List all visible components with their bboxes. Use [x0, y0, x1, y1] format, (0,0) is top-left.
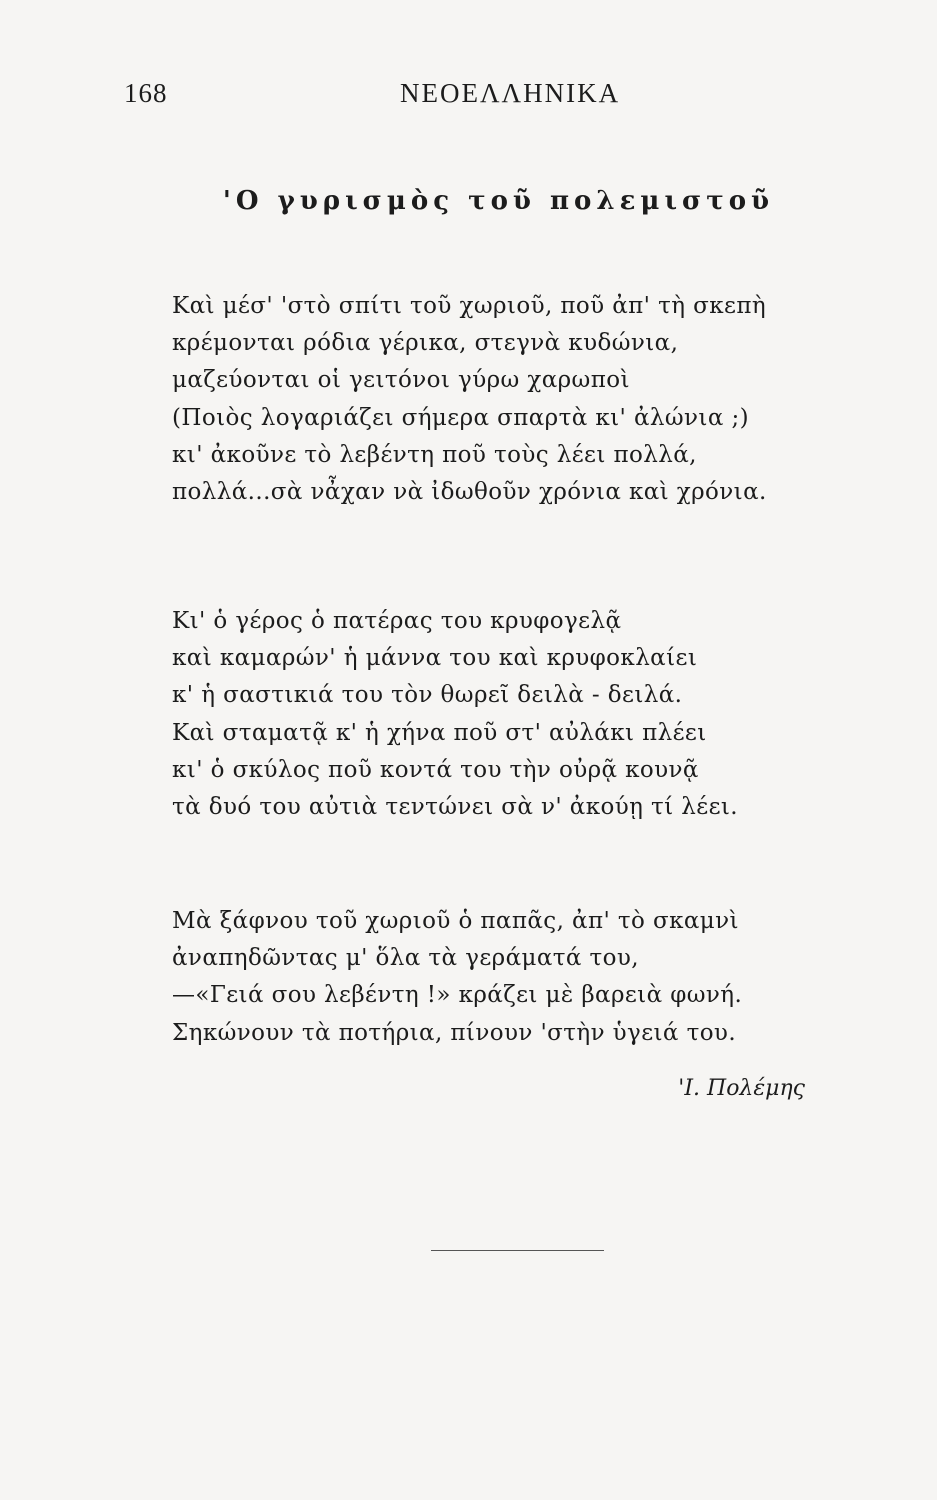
verse-line: ἀναπηδῶντας μ' ὅλα τὰ γεράματά του, — [172, 945, 640, 972]
end-rule-divider — [431, 1250, 604, 1251]
verse-line: Καὶ σταματᾷ κ' ἡ χήνα ποῦ στ' αὐλάκι πλέει — [172, 719, 707, 746]
verse-line: Κι' ὁ γέρος ὁ πατέρας του κρυφογελᾷ — [172, 608, 622, 634]
verse-line: κι' ἀκοῦνε τὸ λεβέντη ποῦ τοὺς λέει πολλά, — [172, 441, 697, 468]
poem-title: 'Ο γυρισμὸς τοῦ πολεμιστοῦ — [222, 186, 775, 216]
verse-line: μαζεύονται οἱ γειτόνοι γύρω χαρωποὶ — [172, 367, 630, 394]
stanza-3 — [172, 903, 832, 1052]
verse-line: Σηκώνουν τὰ ποτήρια, πίνουν 'στὴν ὑγειά του. — [172, 1019, 737, 1046]
verse-line: κ' ἡ σαστικιά του τὸν θωρεῖ δειλὰ - δειλά. — [172, 682, 683, 709]
verse-line: κι' ὁ σκύλος ποῦ κοντά του τὴν οὐρᾷ κουνᾷ — [172, 756, 699, 783]
verse-line: τὰ δυό του αὐτιὰ τεντώνει σὰ ν' ἀκούῃ τί λέει. — [172, 794, 739, 821]
running-head: ΝΕΟΕΛΛΗΝΙΚΑ — [400, 78, 621, 108]
page-header — [124, 78, 804, 118]
verse-line: (Ποιὸς λογαριάζει σήμερα σπαρτὰ κι' ἀλώνια ;) — [172, 404, 750, 431]
verse-line: πολλά...σὰ νἆχαν νὰ ἰδωθοῦν χρόνια καὶ χρόνια. — [172, 479, 767, 506]
verse-line: καὶ καμαρών' ἡ μάννα του καὶ κρυφοκλαίει — [172, 645, 698, 672]
verse-line: —«Γειά σου λεβέντη !» κράζει μὲ βαρειὰ φωνή. — [172, 982, 743, 1009]
page-number: 168 — [124, 78, 168, 108]
verse-line: Καὶ μέσ' 'στὸ σπίτι τοῦ χωριοῦ, ποῦ ἀπ' τὴ σκεπὴ — [172, 293, 767, 319]
stanza-1 — [172, 288, 832, 511]
verse-line: κρέμονται ρόδια γέρικα, στεγνὰ κυδώνια, — [172, 330, 679, 357]
author-signature: 'Ι. Πολέμης — [678, 1076, 805, 1101]
verse-line: Μὰ ξάφνου τοῦ χωριοῦ ὁ παπᾶς, ἀπ' τὸ σκαμνὶ — [172, 908, 739, 934]
stanza-2 — [172, 603, 832, 826]
